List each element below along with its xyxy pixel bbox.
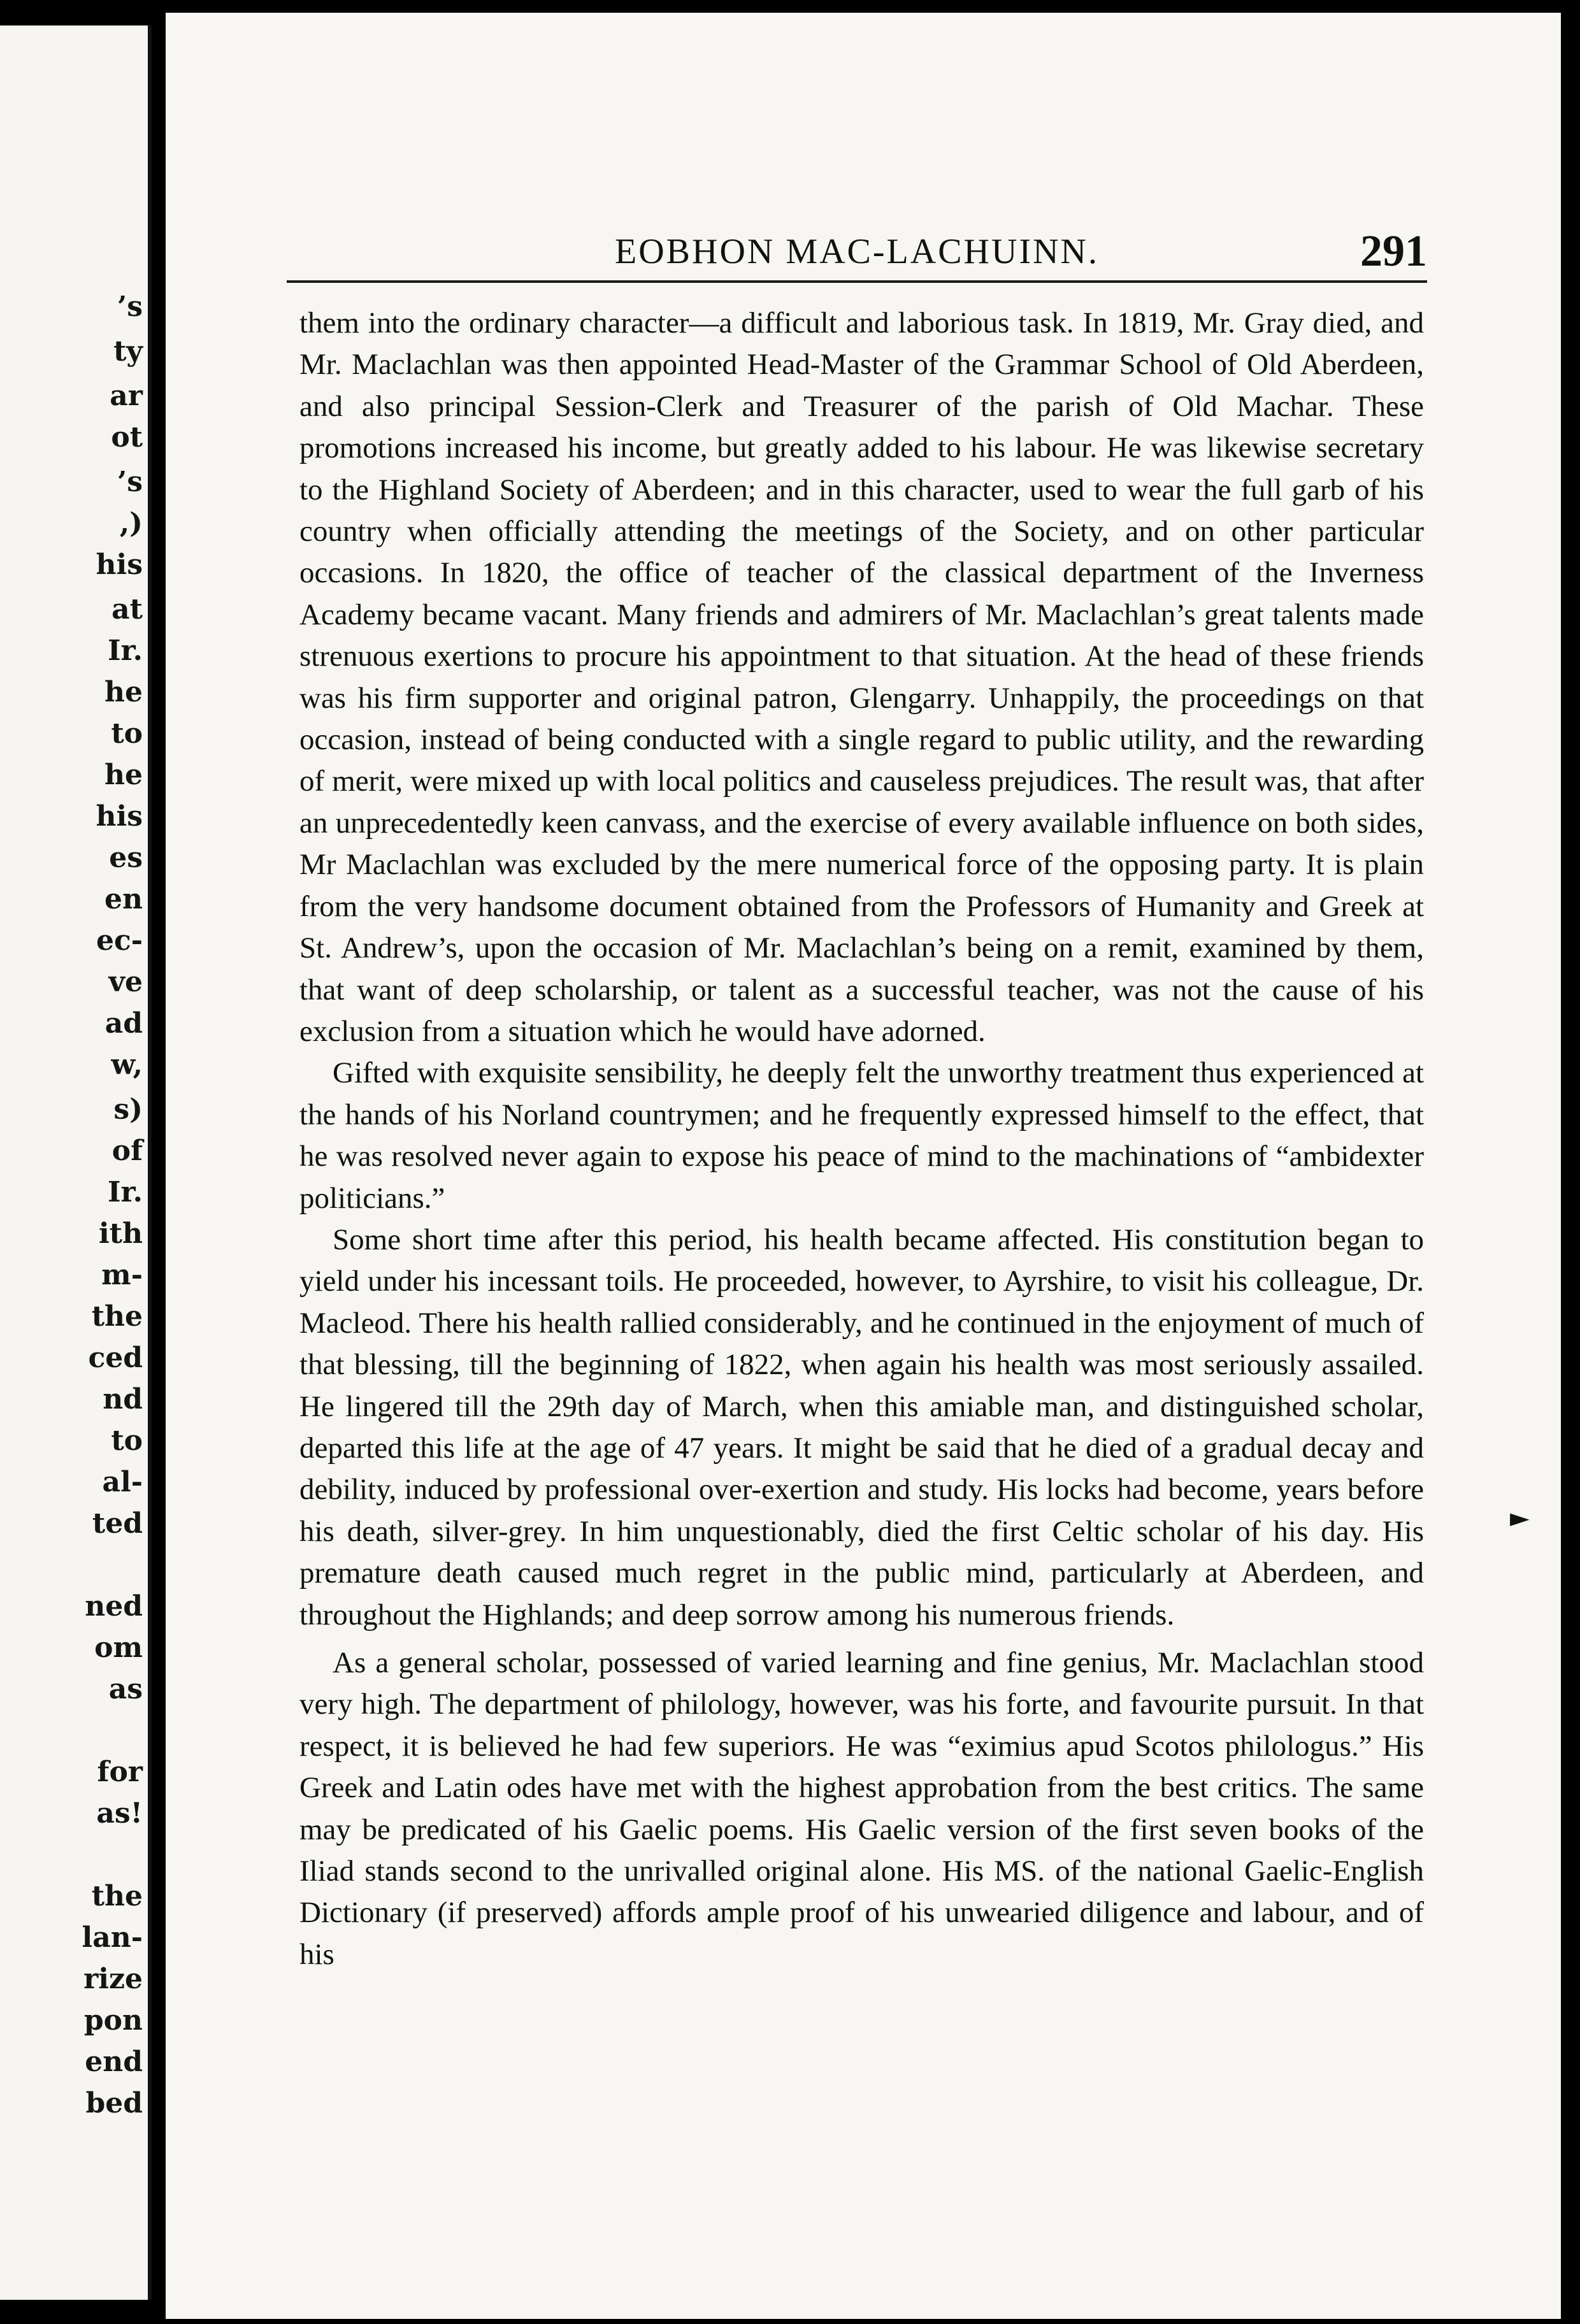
facing-page-fragment: ve — [108, 966, 143, 998]
facing-page-fragment: om — [94, 1632, 143, 1664]
facing-page-fragment: ted — [92, 1507, 143, 1540]
facing-page-fragment: his — [96, 800, 143, 833]
facing-page-fragment: ty — [113, 335, 143, 368]
facing-page-fragment: m- — [101, 1259, 143, 1291]
facing-page-fragment: to — [111, 717, 143, 750]
facing-page-fragment: to — [111, 1424, 143, 1457]
facing-page-fragment: ced — [88, 1342, 143, 1374]
header-rule — [287, 280, 1427, 283]
facing-page-fragment: ned — [85, 1590, 143, 1623]
facing-page-fragment: he — [104, 676, 143, 708]
facing-page-fragment: ad — [104, 1007, 143, 1040]
paragraph-2: Gifted with exquisite sensibility, he deeply felt the unworthy treatment thus experienced at the hands of his Norland countrymen; and he frequently expressed himself to the effect, that he was resolved never again to expose his peace of mind to the machinations of “ambidexter politicians.” — [299, 1056, 1424, 1215]
facing-page-fragment: s) — [113, 1093, 143, 1126]
facing-page-fragment: es — [109, 842, 143, 874]
facing-page-fragment: ot — [111, 421, 143, 454]
facing-page-fragment: lan- — [82, 1921, 143, 1954]
running-head: EOBHON MAC-LACHUINN. — [615, 232, 1099, 271]
facing-page-fragment: w, — [111, 1049, 143, 1081]
facing-page-fragment: ith — [98, 1217, 143, 1250]
facing-page-fragment: rize — [83, 1963, 143, 1995]
paragraph-gap — [299, 1636, 1424, 1642]
facing-page-fragment: the — [91, 1880, 143, 1912]
page-number: 291 — [1360, 227, 1427, 276]
facing-page-fragment: at — [111, 593, 143, 626]
page-header — [287, 226, 1427, 283]
facing-page-fragment: pon — [83, 2004, 143, 2037]
facing-page-fragment: for — [97, 1756, 143, 1788]
facing-page-edge — [0, 25, 152, 2300]
facing-page-fragment: bed — [85, 2087, 143, 2120]
facing-page-fragment: Ir. — [107, 1176, 143, 1209]
book-page — [166, 13, 1561, 2319]
facing-page-fragment: ec- — [96, 924, 143, 957]
facing-page-fragment: Ir. — [107, 635, 143, 667]
facing-page-fragment: end — [85, 2046, 143, 2078]
facing-page-fragment: as — [108, 1673, 143, 1705]
facing-page-fragment: ’s — [117, 290, 143, 323]
facing-page-fragment: the — [91, 1300, 143, 1333]
facing-page-fragment: ar — [110, 380, 143, 412]
facing-page-fragment: nd — [103, 1383, 143, 1416]
facing-page-fragment: he — [104, 759, 143, 791]
facing-page-fragment: his — [96, 549, 143, 581]
paragraph-1: them into the ordinary character—a difficult and laborious task. In 1819, Mr. Gray died, and Mr. Maclachlan was then appointed Head-Master of the Grammar School of Old Aberdeen, and also principal Session-Clerk and Treasurer of the parish of Old Machar. These promotions increased his income, but greatly added to his labour. He was likewise secretary to the Highland Society of Aberdeen; and in this character, used to wear the full garb of his country when officially attending the meetings of the Society, and on other particular occasions. In 1820, the office of teacher of the classical department of the Inverness Academy became vacant. Many friends and admirers of Mr. Maclachlan’s great talents made strenuous exertions to procure his appointment to that situation. At the head of these friends was his firm supporter and original patron, Glengarry. Unhappily, the proceedings on that occasion, instead of being conducted with a single regard to public utility, and the rewarding of merit, were mixed up with local politics and causeless prejudices. The result was, that after an unprecedentedly keen canvass, and the exercise of every available influence on both sides, Mr Maclachlan was excluded by the mere numerical force of the opposing party. It is plain from the very handsome document obtained from the Professors of Humanity and Greek at St. Andrew’s, upon the occasion of Mr. Maclachlan’s being on a remit, examined by them, that want of deep scholarship, or talent as a successful teacher, was not the cause of his exclusion from a situation which he would have adorned. — [299, 306, 1424, 1048]
body-text — [299, 303, 1424, 1976]
facing-page-fragment: en — [104, 883, 143, 915]
facing-page-fragment: ’s — [117, 466, 143, 498]
paragraph-4: As a general scholar, possessed of varied learning and fine genius, Mr. Maclachlan stood very high. The department of philology, however, was his forte, and favourite pursuit. In that respect, it is believed he had few superiors. He was “eximius apud Scotos philologus.” His Greek and Latin odes have met with the highest approbation from the best critics. The same may be predicated of his Gaelic poems. His Gaelic version of the first seven books of the Iliad stands second to the unrivalled original alone. His MS. of the national Gaelic-English Dictionary (if preserved) affords ample proof of his unwearied diligence and labour, and of his — [299, 1646, 1424, 1971]
facing-page-fragment: as! — [96, 1797, 143, 1830]
facing-page-fragment: al- — [102, 1466, 143, 1498]
scan-speck: ► — [1510, 1503, 1530, 1533]
paragraph-3: Some short time after this period, his health became affected. His constitution began to yield under his incessant toils. He proceeded, however, to Ayrshire, to visit his colleague, Dr. Macleod. There his health rallied considerably, and he continued in the enjoyment of much of that blessing, till the beginning of 1822, when again his health was most seriously assailed. He lingered till the 29th day of March, when this amiable man, and distinguished scholar, departed this life at the age of 47 years. It might be said that he died of a gradual decay and debility, induced by professional over-exertion and study. His locks had become, years before his death, silver-grey. In him unquestionably, died the first Celtic scholar of his day. His premature death caused much regret in the public mind, particularly at Aberdeen, and throughout the Highlands; and deep sorrow among his numerous friends. — [299, 1223, 1424, 1632]
facing-page-fragment: ,) — [119, 507, 143, 540]
facing-page-fragment: of — [111, 1135, 143, 1167]
